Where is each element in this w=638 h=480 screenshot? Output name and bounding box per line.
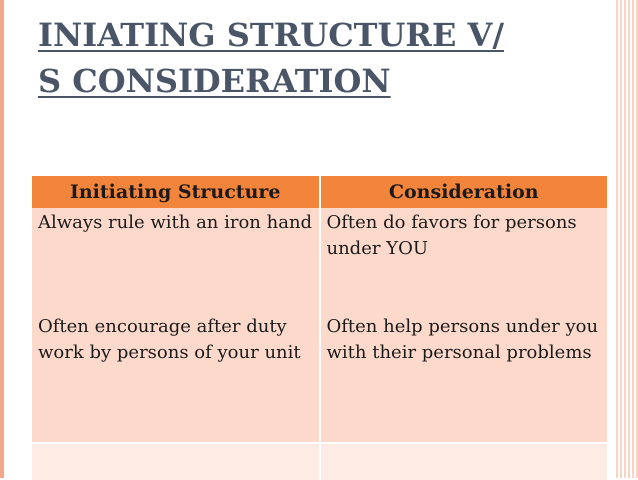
consideration-item-2: Often help persons under you with their personal problems: [326, 316, 599, 363]
slide-title-line-2: S CONSIDERATION: [38, 62, 391, 100]
empty-cell-left: [32, 443, 320, 480]
consideration-item-1: Often do favors for persons under YOU: [326, 212, 577, 259]
header-initiating-structure: Initiating Structure: [32, 176, 320, 208]
table-row: [32, 208, 607, 443]
left-accent-border: [0, 0, 4, 478]
initiating-structure-cell: [32, 208, 320, 443]
slide-title-line-1: INIATING STRUCTURE V/: [38, 16, 505, 54]
consideration-cell: [320, 208, 608, 443]
header-consideration: Consideration: [320, 176, 608, 208]
initiating-item-2: Often encourage after duty work by persons of your unit: [38, 316, 301, 363]
slide-title: [38, 12, 578, 104]
right-decorative-stripes: [616, 0, 638, 478]
table-header-row: [32, 176, 607, 208]
table-row-empty: [32, 443, 607, 480]
empty-cell-right: [320, 443, 608, 480]
comparison-table: [32, 176, 607, 480]
initiating-item-1: Always rule with an iron hand: [38, 212, 313, 233]
